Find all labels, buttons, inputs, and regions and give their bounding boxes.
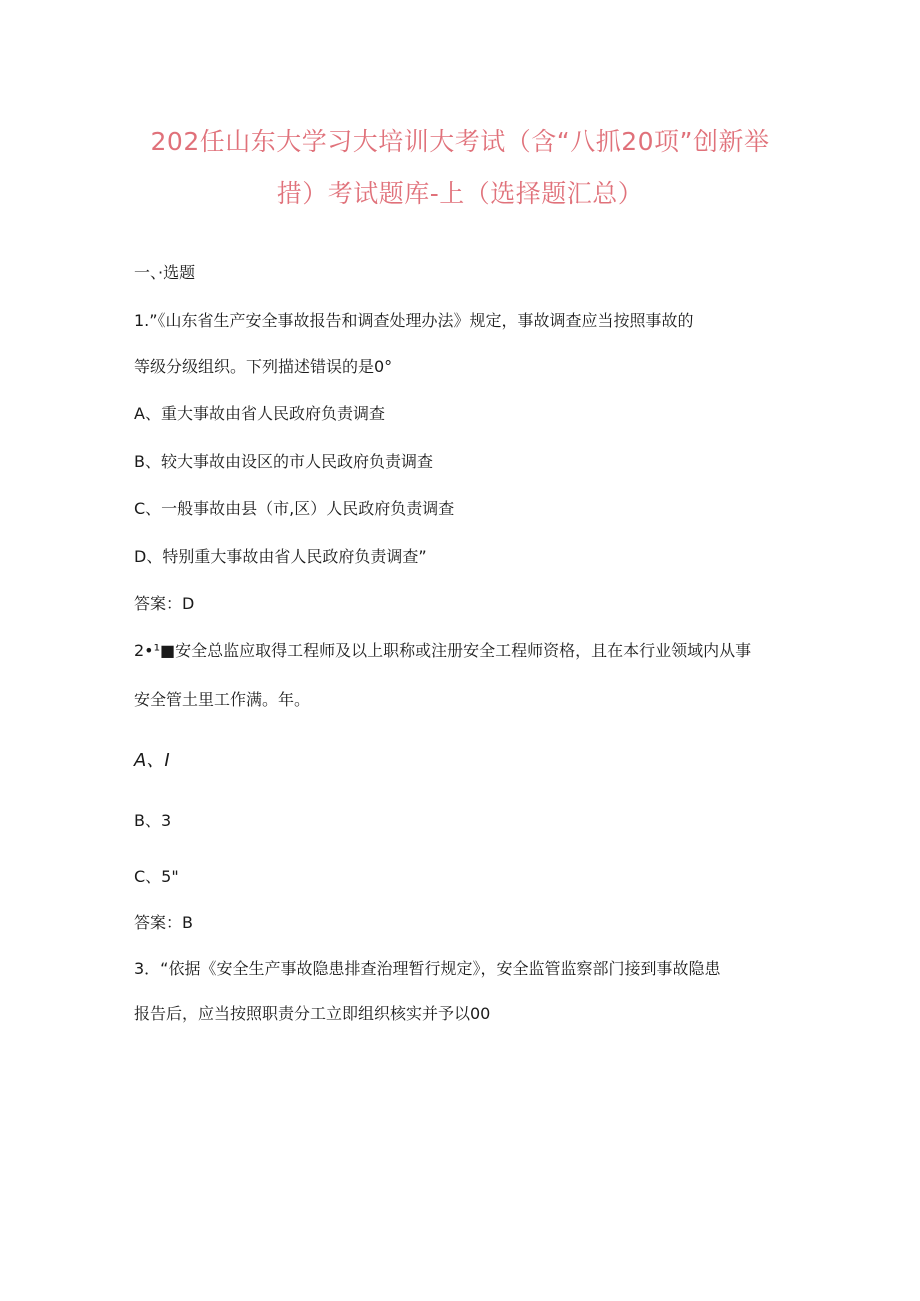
question-2-option-c: C、5": [134, 867, 179, 886]
section-heading: 一、·选题: [134, 263, 196, 282]
question-1-option-a: A、重大事故由省人民政府负责调查: [134, 404, 385, 423]
question-1-option-d: D、特别重大事故由省人民政府负责调查”: [134, 547, 427, 566]
question-3-line-1: 3．“依据《安全生产事故隐患排查治理暂行规定》，安全监管监察部门接到事故隐患: [134, 959, 721, 978]
question-2-option-a: A、I: [134, 750, 170, 771]
question-1-option-c: C、一般事故由县（市,区）人民政府负责调查: [134, 499, 455, 518]
question-2-line-1: 2•¹■安全总监应取得工程师及以上职称或注册安全工程师资格，且在本行业领域内从事: [134, 641, 752, 660]
question-1-option-b: B、较大事故由设区的市人民政府负责调查: [134, 452, 433, 471]
question-3-line-2: 报告后，应当按照职责分工立即组织核实并予以00: [134, 1004, 491, 1023]
question-2-option-b: B、3: [134, 811, 172, 830]
question-2-answer: 答案：B: [134, 913, 193, 932]
question-1-answer: 答案：D: [134, 594, 195, 613]
document-title-line-2: 措）考试题库-上（选择题汇总）: [276, 179, 644, 208]
question-1-line-1: 1.”《山东省生产安全事故报告和调查处理办法》规定，事故调查应当按照事故的: [134, 311, 694, 330]
question-2-line-2: 安全管土里工作满。年。: [134, 690, 311, 709]
document-title-line-1: 202任山东大学习大培训大考试（含“八抓20项”创新举: [150, 127, 770, 156]
question-1-line-2: 等级分级组织。下列描述错误的是0°: [134, 357, 393, 376]
